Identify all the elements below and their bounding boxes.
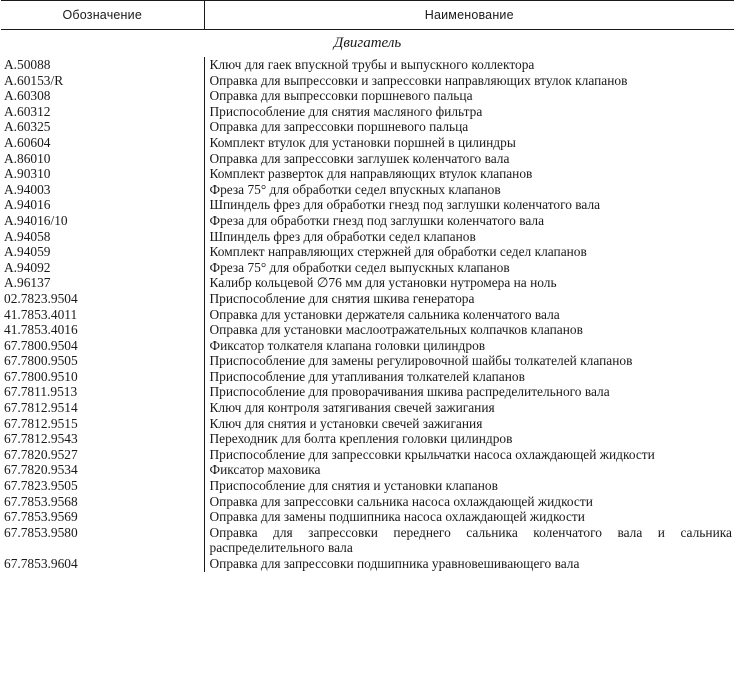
section-title: Двигатель [333, 35, 402, 51]
tool-name: Оправка для запрессовки подшипника уравновешивающего вала [204, 556, 734, 572]
tool-code: 67.7853.9568 [4, 493, 78, 509]
tool-name: Комплект втулок для установки поршней в цилиндры [204, 135, 734, 151]
tool-code: 67.7853.9604 [4, 556, 78, 571]
tool-name: Ключ для снятия и установки свечей зажигания [204, 416, 734, 432]
tool-name: Оправка для установки маслоотражательных колпачков клапанов [204, 322, 734, 338]
code-column-header: Обозначение [1, 1, 204, 30]
tool-code: A.60325 [4, 119, 51, 135]
tool-name: Приспособление для снятия шкива генератора [204, 291, 734, 307]
tool-name: Комплект разверток для направляющих втулок клапанов [204, 166, 734, 182]
tool-name: Фреза для обработки гнезд под заглушки коленчатого вала [204, 213, 734, 229]
tool-code: 67.7820.9527 [4, 446, 78, 462]
tool-code: A.60308 [4, 88, 51, 104]
tool-code: A.96137 [4, 275, 51, 291]
tool-code: 67.7800.9510 [4, 368, 78, 384]
tool-name: Оправка для выпрессовки поршневого пальца [204, 88, 734, 104]
tool-code: 67.7853.9580 [4, 524, 78, 540]
table-row [1, 213, 734, 229]
table-row [1, 478, 734, 494]
tool-code: 67.7853.9569 [4, 509, 78, 525]
tool-name: Приспособление для запрессовки крыльчатки насоса охлаждающей жидкости [204, 447, 734, 463]
table-row [1, 447, 734, 463]
table-row [1, 431, 734, 447]
tool-code: 41.7853.4011 [4, 306, 78, 322]
table-row [1, 462, 734, 478]
tool-name: Оправка для запрессовки переднего сальника коленчатого вала и сальника распределительного вала [204, 525, 734, 556]
tool-code: A.90310 [4, 166, 51, 182]
table-row [1, 151, 734, 167]
tool-name: Оправка для замены подшипника насоса охлаждающей жидкости [204, 509, 734, 525]
table-row [1, 135, 734, 151]
tool-name: Фреза 75° для обработки седел впускных клапанов [204, 182, 734, 198]
tool-code: A.94016 [4, 197, 51, 213]
table-row [1, 57, 734, 73]
table-row [1, 260, 734, 276]
tool-name: Фиксатор маховика [204, 462, 734, 478]
tool-code: 02.7823.9504 [4, 290, 78, 306]
tool-code: 67.7812.9514 [4, 400, 78, 416]
table-row [1, 119, 734, 135]
table-row [1, 400, 734, 416]
tool-name: Приспособление для снятия масляного фильтра [204, 104, 734, 120]
tool-code: A.50088 [4, 57, 51, 72]
table-row [1, 338, 734, 354]
tool-name: Приспособление для проворачивания шкива распределительного вала [204, 384, 734, 400]
table-row [1, 322, 734, 338]
tools-table [1, 0, 734, 572]
table-row [1, 229, 734, 245]
tool-name: Переходник для болта крепления головки цилиндров [204, 431, 734, 447]
table-row [1, 384, 734, 400]
tool-code: 67.7800.9504 [4, 337, 78, 353]
table-row [1, 291, 734, 307]
tool-code: 67.7812.9543 [4, 431, 78, 447]
tool-code: A.94092 [4, 259, 51, 275]
tool-code: A.60604 [4, 134, 51, 150]
tool-name: Ключ для контроля затягивания свечей зажигания [204, 400, 734, 416]
table-row [1, 509, 734, 525]
section-row [1, 30, 734, 58]
tool-name: Комплект направляющих стержней для обработки седел клапанов [204, 244, 734, 260]
tool-name: Оправка для установки держателя сальника коленчатого вала [204, 307, 734, 323]
tool-name: Оправка для выпрессовки и запрессовки направляющих втулок клапанов [204, 73, 734, 89]
table-row [1, 104, 734, 120]
tool-name: Оправка для запрессовки сальника насоса охлаждающей жидкости [204, 494, 734, 510]
tool-code: A.94058 [4, 228, 51, 244]
tool-code: 67.7812.9515 [4, 415, 78, 431]
table-row [1, 166, 734, 182]
tool-code: A.94059 [4, 244, 51, 260]
tool-name: Шпиндель фрез для обработки гнезд под заглушки коленчатого вала [204, 197, 734, 213]
table-row [1, 494, 734, 510]
tool-code: A.60312 [4, 103, 51, 119]
table-row [1, 244, 734, 260]
tool-code: A.94003 [4, 181, 51, 197]
tool-name: Приспособление для замены регулировочной шайбы толкателей клапанов [204, 353, 734, 369]
table-row [1, 416, 734, 432]
tool-code: A.94016/10 [4, 212, 68, 228]
table-row [1, 182, 734, 198]
tool-name: Приспособление для утапливания толкателей клапанов [204, 369, 734, 385]
tool-code: 67.7820.9534 [4, 462, 78, 478]
tool-name: Ключ для гаек впускной трубы и выпускного коллектора [204, 57, 734, 73]
table-row [1, 353, 734, 369]
table-row [1, 197, 734, 213]
name-column-header: Наименование [204, 1, 734, 30]
table-body [1, 30, 734, 572]
table-row [1, 369, 734, 385]
tool-code: A.60153/R [4, 72, 64, 88]
table-row [1, 307, 734, 323]
tool-name: Приспособление для снятия и установки клапанов [204, 478, 734, 494]
tool-name: Фреза 75° для обработки седел выпускных клапанов [204, 260, 734, 276]
tool-code: 67.7823.9505 [4, 478, 78, 494]
table-row [1, 556, 734, 572]
tool-code: 67.7811.9513 [4, 384, 78, 400]
tool-name: Калибр кольцевой ∅76 мм для установки нутромера на ноль [204, 275, 734, 291]
table-row [1, 73, 734, 89]
table-row [1, 88, 734, 104]
tool-name: Фиксатор толкателя клапана головки цилиндров [204, 338, 734, 354]
table-header [1, 1, 734, 30]
tool-name: Оправка для запрессовки поршневого пальца [204, 119, 734, 135]
tool-name: Оправка для запрессовки заглушек коленчатого вала [204, 151, 734, 167]
table-row [1, 525, 734, 556]
tool-code: 67.7800.9505 [4, 353, 78, 369]
tool-code: 41.7853.4016 [4, 322, 78, 338]
table-row [1, 275, 734, 291]
tool-name: Шпиндель фрез для обработки седел клапанов [204, 229, 734, 245]
tool-code: A.86010 [4, 150, 51, 166]
